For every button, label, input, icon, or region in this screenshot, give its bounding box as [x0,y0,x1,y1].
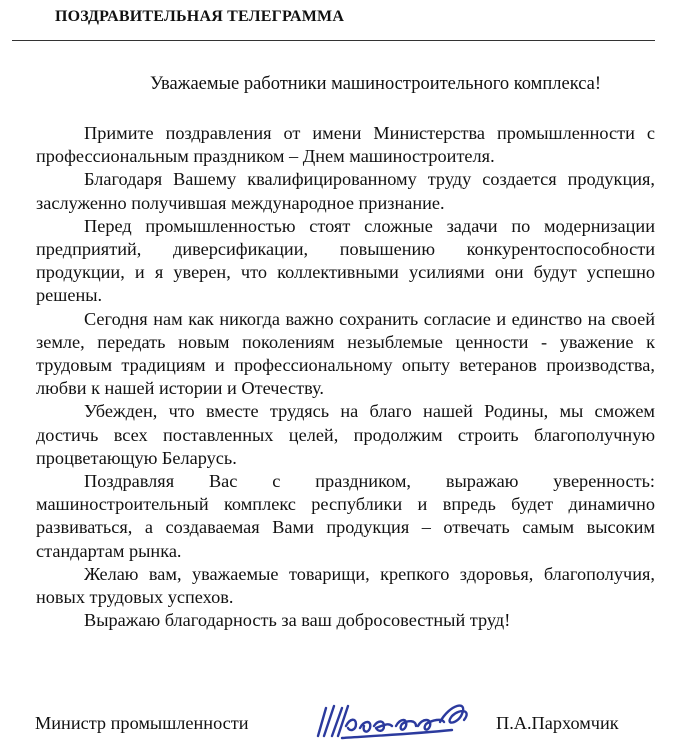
paragraph: Сегодня нам как никогда важно сохранить согласие и единство на своей земле, передать новым поколениям незыблемые ценности - уважение к трудовым традициям и профессиональному опыту ветеранов производства, любви к нашей истории и Отечеству. [36,308,655,399]
handwritten-signature [312,696,497,744]
letter-body [36,122,655,632]
paragraph: Убежден, что вместе трудясь на благо нашей Родины, мы сможем достичь всех поставленных целей, продолжим строить благополучную процветающую Беларусь. [36,401,655,468]
paragraph: Поздравляя Вас с праздником, выражаю уверенность: машиностроительный комплекс республики и впредь будет динамично развиваться, а создаваемая Вами продукция – отвечать самым высоким стандартам рынка. [36,471,655,561]
signatory-position: Министр промышленности [35,713,249,733]
paragraph: Перед промышленностью стоят сложные задачи по модернизации предприятий, диверсификации, повышению конкурентоспособности продукции, и я уверен, что коллективными усилиями они будут успешно решены. [36,215,655,306]
salutation: Уважаемые работники машиностроительного комплекса! [149,74,602,94]
title-divider [12,40,655,41]
paragraph: Выражаю благодарность за ваш добросовестный труд! [84,610,511,631]
paragraph: Благодаря Вашему квалифицированному труду создается продукция, заслуженно получившая международное признание. [36,169,655,213]
document-title: ПОЗДРАВИТЕЛЬНАЯ ТЕЛЕГРАММА [55,8,345,25]
paragraph: Желаю вам, уважаемые товарищи, крепкого здоровья, благополучия, новых трудовых успехов. [36,563,655,608]
paragraph: Примите поздравления от имени Министерства промышленности с профессиональным праздником – Днем машиностроителя. [36,123,655,167]
signatory-name: П.А.Пархомчик [496,713,619,733]
